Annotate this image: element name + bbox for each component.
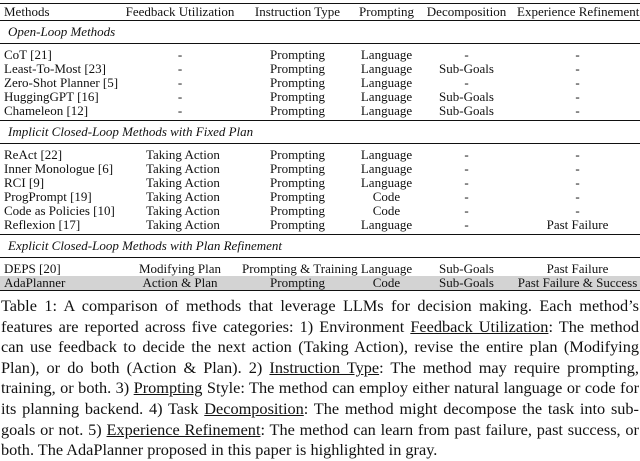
header-row [0, 4, 640, 21]
cell-feedback: Taking Action [146, 203, 220, 218]
cell-decomposition: - [464, 175, 469, 190]
cell-prompting: Language [355, 218, 418, 235]
cell-feedback: Taking Action [146, 175, 220, 190]
caption-term: Instruction Type [269, 357, 380, 377]
header-decomposition: Decomposition [418, 4, 515, 21]
cell-experience: - [515, 104, 640, 121]
caption-term: Prompting [133, 378, 203, 398]
cell-method: Code as Policies [10] [4, 203, 115, 218]
table-row [0, 162, 640, 176]
cell-experience: - [575, 75, 580, 90]
caption-text: Table 1: A comparison of methods that leverage LLMs for decision making. Each method’s features are reported across five categories: 1) Environment [1, 296, 639, 336]
cell-feedback: Taking Action [146, 189, 220, 204]
cell-experience: - [575, 61, 580, 76]
cell-experience: - [575, 203, 580, 218]
cell-method: Inner Monologue [6] [4, 161, 114, 176]
cell-experience: Past Failure & Success [515, 276, 640, 291]
cell-feedback: - [177, 75, 183, 90]
cell-method: DEPS [20] [4, 261, 61, 276]
cell-decomposition: - [464, 47, 469, 62]
cell-instruction: Prompting [270, 147, 325, 162]
cell-prompting: Language [360, 61, 413, 76]
caption-term: Experience Refinement [106, 419, 261, 439]
table-row [0, 204, 640, 218]
table-row [0, 218, 640, 235]
table-row [0, 276, 640, 291]
caption-text: : The method can use feedback to decide the next action (Taking Action), revise the entire plan (Modifying Plan), or do both (Action & Plan). 2) [1, 316, 639, 377]
header-instruction: Instruction Type [240, 4, 355, 21]
cell-instruction: Prompting [270, 89, 325, 104]
table-row [0, 48, 640, 62]
cell-prompting: Language [360, 147, 413, 162]
cell-method: Least-To-Most [23] [4, 61, 106, 76]
table-row [0, 262, 640, 276]
cell-prompting: Code [372, 203, 401, 218]
section-title: Explicit Closed-Loop Methods with Plan Refinement [0, 235, 640, 258]
table-caption [1, 296, 639, 461]
header-experience: Experience Refinement [517, 4, 640, 19]
cell-method: AdaPlanner [0, 276, 120, 291]
cell-feedback: Modifying Plan [139, 261, 221, 276]
table-row [0, 76, 640, 90]
cell-decomposition: Sub-Goals [439, 61, 494, 76]
cell-instruction: Prompting [270, 175, 325, 190]
caption-term: Decomposition [204, 398, 304, 418]
header-methods: Methods [0, 4, 120, 21]
cell-feedback: Taking Action [146, 147, 220, 162]
cell-prompting: Language [360, 89, 413, 104]
cell-feedback: - [177, 47, 183, 62]
cell-prompting: Code [355, 276, 418, 291]
table-row [0, 104, 640, 121]
table-row [0, 190, 640, 204]
cell-method: Reflexion [17] [0, 218, 120, 235]
cell-instruction: Prompting [270, 47, 325, 62]
cell-experience: - [575, 47, 580, 62]
cell-prompting: Language [360, 161, 413, 176]
cell-feedback: - [120, 104, 240, 121]
cell-instruction: Prompting [270, 189, 325, 204]
cell-method: RCI [9] [4, 175, 45, 190]
section-row [0, 121, 640, 144]
cell-instruction: Prompting [240, 104, 355, 121]
cell-feedback: - [177, 61, 183, 76]
cell-decomposition: - [464, 75, 469, 90]
caption-term: Feedback Utilization [410, 316, 549, 336]
table-row [0, 148, 640, 162]
cell-method: ProgPrompt [19] [4, 189, 92, 204]
header-prompting: Prompting [355, 4, 418, 21]
table-row [0, 90, 640, 104]
header-feedback: Feedback Utilization [120, 4, 240, 21]
cell-experience: - [575, 175, 580, 190]
cell-instruction: Prompting [270, 203, 325, 218]
cell-method: Zero-Shot Planner [5] [4, 75, 119, 90]
cell-decomposition: - [464, 147, 469, 162]
cell-prompting: Language [360, 47, 413, 62]
comparison-table [0, 3, 640, 291]
cell-prompting: Language [360, 75, 413, 90]
caption-text: : The method can learn from past failure, past success, or both. The AdaPlanner proposed in this paper is highlighted in gray. [1, 419, 639, 460]
cell-decomposition: Sub-Goals [439, 261, 494, 276]
cell-instruction: Prompting & Training [242, 261, 358, 276]
cell-feedback: Taking Action [146, 161, 220, 176]
caption-text: Style: The method can employ either natural language or code for its planning backend. 4) Task [1, 378, 640, 418]
cell-method: HuggingGPT [16] [4, 89, 99, 104]
cell-feedback: Taking Action [120, 218, 240, 235]
cell-method: Chameleon [12] [0, 104, 120, 121]
table-row [0, 62, 640, 76]
cell-decomposition: - [464, 189, 469, 204]
section-row [0, 235, 640, 258]
cell-decomposition: Sub-Goals [418, 104, 515, 121]
cell-experience: Past Failure [546, 261, 609, 276]
section-row [0, 21, 640, 44]
caption-text: : The method may require prompting, training, or both. 3) [1, 357, 640, 398]
cell-feedback: - [177, 89, 183, 104]
cell-decomposition: Sub-Goals [418, 276, 515, 291]
caption-text: : The method might decompose the task into sub-goals or not. 5) [1, 398, 639, 439]
cell-experience: Past Failure [515, 218, 640, 235]
table-row [0, 176, 640, 190]
cell-prompting: Language [355, 104, 418, 121]
cell-decomposition: - [464, 203, 469, 218]
cell-experience: - [575, 89, 580, 104]
cell-decomposition: Sub-Goals [439, 89, 494, 104]
cell-prompting: Language [360, 261, 413, 276]
cell-instruction: Prompting [270, 161, 325, 176]
cell-instruction: Prompting [270, 61, 325, 76]
section-title: Implicit Closed-Loop Methods with Fixed Plan [0, 121, 640, 144]
cell-prompting: Language [360, 175, 413, 190]
cell-instruction: Prompting [270, 75, 325, 90]
cell-experience: - [575, 161, 580, 176]
cell-decomposition: - [418, 218, 515, 235]
cell-feedback: Action & Plan [120, 276, 240, 291]
cell-method: ReAct [22] [4, 147, 63, 162]
section-title: Open-Loop Methods [0, 21, 640, 44]
cell-prompting: Code [372, 189, 401, 204]
cell-decomposition: - [464, 161, 469, 176]
cell-method: CoT [21] [4, 47, 52, 62]
cell-experience: - [575, 189, 580, 204]
cell-experience: - [575, 147, 580, 162]
cell-instruction: Prompting [240, 276, 355, 291]
cell-instruction: Prompting [240, 218, 355, 235]
